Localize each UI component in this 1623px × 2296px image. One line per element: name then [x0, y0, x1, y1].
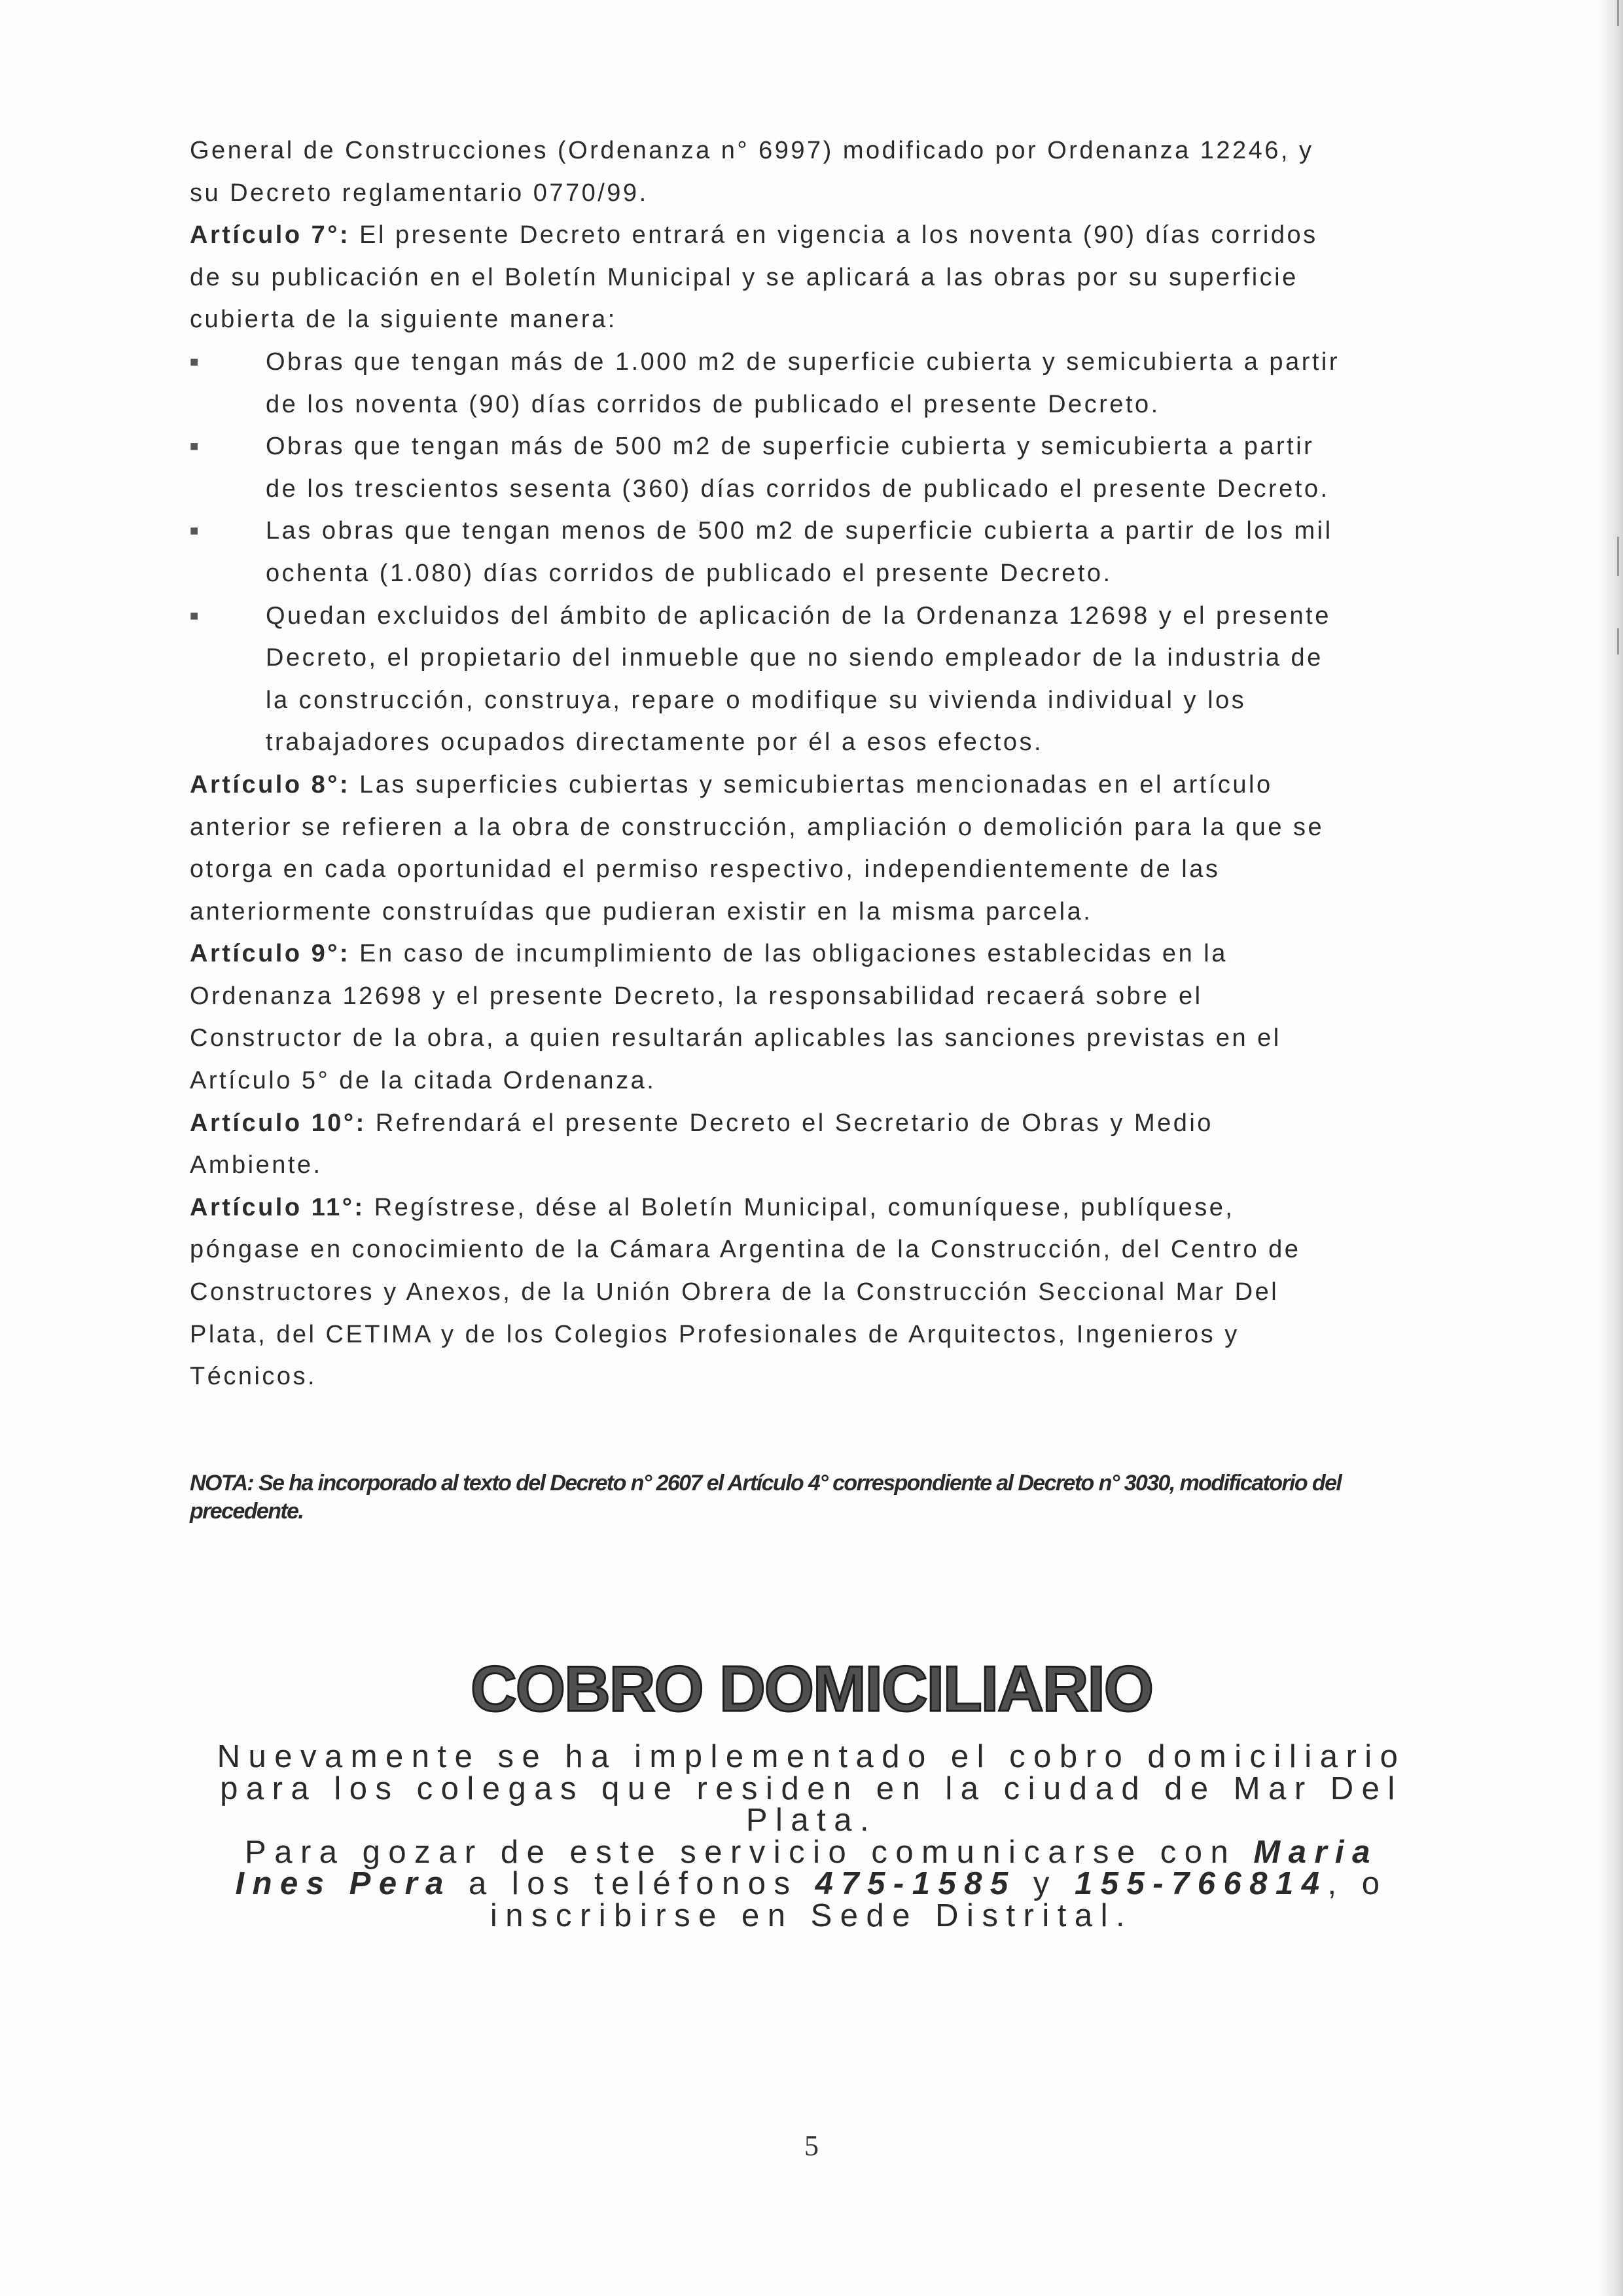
cobro-domiciliario-heading: COBRO DOMICILIARIO — [471, 1653, 1152, 1725]
cobro-paragraph-2: Para gozar de este servicio comunicarse con Maria Ines Pera a los teléfonos 475-1585 y 155-766814, o inscribirse en Sede Distrital. — [235, 1834, 1388, 1933]
list-item: ■ Obras que tengan más de 1.000 m2 de superficie cubierta y semicubierta a partir de los noventa (90) días corridos de publicado el presente Decreto. — [190, 341, 1351, 425]
cobro-paragraph-1: Nuevamente se ha implementado el cobro domiciliario para los colegas que residen en la ciudad de Mar Del Plata. — [217, 1739, 1406, 1838]
cobro-domiciliario-notice — [196, 1741, 1427, 1931]
article-10-text: Refrendará el presente Decreto el Secretario de Obras y Medio Ambiente. — [190, 1109, 1213, 1179]
article-7 — [190, 214, 1351, 341]
article-7-bullet-list — [190, 341, 1351, 764]
page-edge-shadow — [1599, 0, 1623, 2296]
list-item: ■ Obras que tengan más de 500 m2 de superficie cubierta y semicubierta a partir de los trescientos sesenta (360) días corridos de publicado el presente Decreto. — [190, 425, 1351, 510]
article-8 — [190, 764, 1351, 933]
document-body — [190, 130, 1351, 1398]
page-number: 5 — [804, 2130, 819, 2162]
article-9-label: Artículo 9°: — [190, 940, 351, 968]
article-11 — [190, 1187, 1351, 1398]
article-9 — [190, 933, 1351, 1102]
note-paragraph: NOTA: Se ha incorporado al texto del Decreto n° 2607 el Artículo 4° correspondiente al Decreto n° 3030, modificatorio del precedente. — [190, 1471, 1342, 1524]
article-11-label: Artículo 11°: — [190, 1193, 365, 1221]
square-bullet-icon: ■ — [190, 353, 201, 370]
article-8-label: Artículo 8°: — [190, 770, 351, 798]
list-item: ■ Quedan excluidos del ámbito de aplicación de la Ordenanza 12698 y el presente Decreto, el propietario del inmueble que no siendo empleador de la industria de la construcción, construya, repare o modifique su vivienda individual y los trabajadores ocupados directamente por él a esos efectos. — [190, 595, 1351, 764]
article-7-label: Artículo 7°: — [190, 221, 351, 249]
article-11-text: Regístrese, dése al Boletín Municipal, comuníquese, publíquese, póngase en conocimiento de la Cámara Argentina de la Construcción, del Centro de Constructores y Anexos, de la Unión Obrera de la Construcción Seccional Mar Del Plata, del CETIMA y de los Colegios Profesionales de Arquitectos, Ingenieros y Técnicos. — [190, 1193, 1301, 1391]
phone-number-2: 155-766814 — [1074, 1866, 1328, 1901]
page-edge-mark — [1617, 537, 1619, 576]
square-bullet-icon: ■ — [190, 522, 201, 539]
square-bullet-icon: ■ — [190, 438, 201, 455]
article-9-text: En caso de incumplimiento de las obligaciones establecidas en la Ordenanza 12698 y el presente Decreto, la responsabilidad recaerá sobre el Constructor de la obra, a quien resultarán aplicables las sanciones previstas en el Artículo 5° de la citada Ordenanza. — [190, 940, 1281, 1095]
phone-number-1: 475-1585 — [815, 1866, 1016, 1901]
article-7-text: El presente Decreto entrará en vigencia a los noventa (90) días corridos de su publicación en el Boletín Municipal y se aplicará a las obras por su superficie cubierta de la siguiente manera: — [190, 221, 1318, 334]
page-edge-mark — [1617, 628, 1619, 655]
square-bullet-icon: ■ — [190, 607, 201, 624]
page-edge-mark — [1617, 0, 1619, 26]
contact-name: Maria Ines Pera — [235, 1834, 1378, 1901]
list-item: ■ Las obras que tengan menos de 500 m2 de superficie cubierta a partir de los mil ochenta (1.080) días corridos de publicado el presente Decreto. — [190, 510, 1351, 594]
article-10-label: Artículo 10°: — [190, 1109, 366, 1137]
article-10 — [190, 1102, 1351, 1187]
intro-paragraph: General de Construcciones (Ordenanza n° 6997) modificado por Ordenanza 12246, y su Decreto reglamentario 0770/99. — [190, 137, 1314, 207]
article-8-text: Las superficies cubiertas y semicubiertas mencionadas en el artículo anterior se refieren a la obra de construcción, ampliación o demolición para la que se otorga en cada oportunidad el permiso respectivo, independientemente de las anteriormente construídas que pudieran existir en la misma parcela. — [190, 770, 1325, 925]
